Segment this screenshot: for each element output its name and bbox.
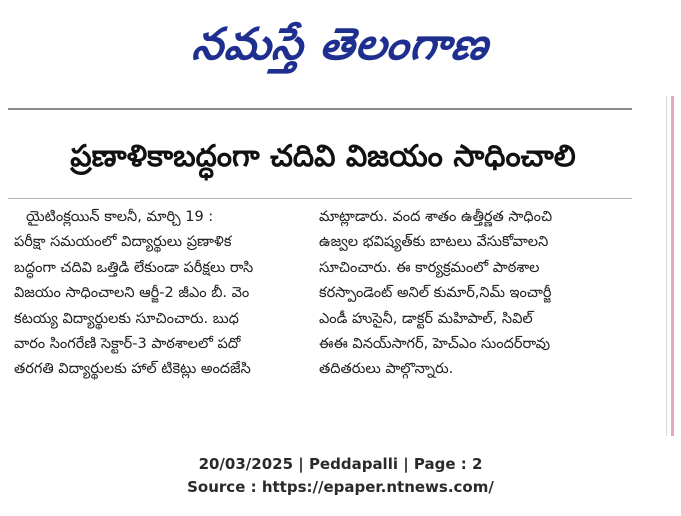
article-line: ఈఈ వినయ్‌సాగర్, హెచ్‌ఎం సుందర్‌రావు (319, 336, 551, 353)
source-url: Source : https://epaper.ntnews.com/ (187, 478, 494, 496)
article-line: విజయం సాధించాలని ఆర్జీ-2 జీఎం బీ. వెం (14, 285, 250, 302)
article-line: వారం సింగరేణి సెక్టార్-3 పాఠశాలలో పదో (14, 336, 241, 353)
article-line: బద్ధంగా చదివి ఒత్తిడి లేకుండా పరీక్షలు రాసి (14, 259, 254, 276)
article-right-column (319, 205, 631, 405)
article-line: సూచించారు. ఈ కార్యక్రమంలో పాఠశాల (319, 259, 540, 276)
article-line: ఎండీ హుసైనీ, డాక్టర్ మహిపాల్, సివిల్ (319, 310, 533, 327)
article-left-column (14, 205, 314, 405)
newspaper-logo: నమస్తే తెలంగాణ (190, 19, 492, 70)
top-divider (8, 108, 632, 110)
page-edge-strip (671, 96, 674, 436)
edition-info: 20/03/2025 | Peddapalli | Page : 2 (198, 455, 483, 473)
headline-divider (8, 198, 632, 199)
article-line: పరీక్షా సమయంలో విద్యార్థులు ప్రణాళిక (14, 234, 232, 251)
page-edge-line (666, 96, 667, 436)
article-line: తదితరులు పాల్గొన్నారు. (319, 361, 454, 378)
article-line: ఉజ్వల భవిష్యత్‌కు బాటలు వేసుకోవాలని (319, 234, 549, 251)
article-line: కరస్పాండెంట్ అనిల్ కుమార్,నిమ్ ఇంచార్జీ (319, 285, 552, 302)
source-footer (0, 453, 681, 499)
article-line: తరగతి విద్యార్థులకు హాల్ టికెట్లు అందజేసి (14, 361, 251, 378)
article-line: కటయ్య విద్యార్థులకు సూచించారు. బుధ (14, 310, 239, 327)
article-line: యైటింక్లయిన్ కాలనీ, మార్చి 19 : (26, 209, 214, 225)
article-headline: ప్రణాళికాబద్ధంగా చదివి విజయం సాధించాలి (70, 139, 576, 174)
masthead (0, 0, 681, 100)
article-line: మాట్లాడారు. వంద శాతం ఉత్తీర్ణత సాధించి (319, 209, 553, 225)
